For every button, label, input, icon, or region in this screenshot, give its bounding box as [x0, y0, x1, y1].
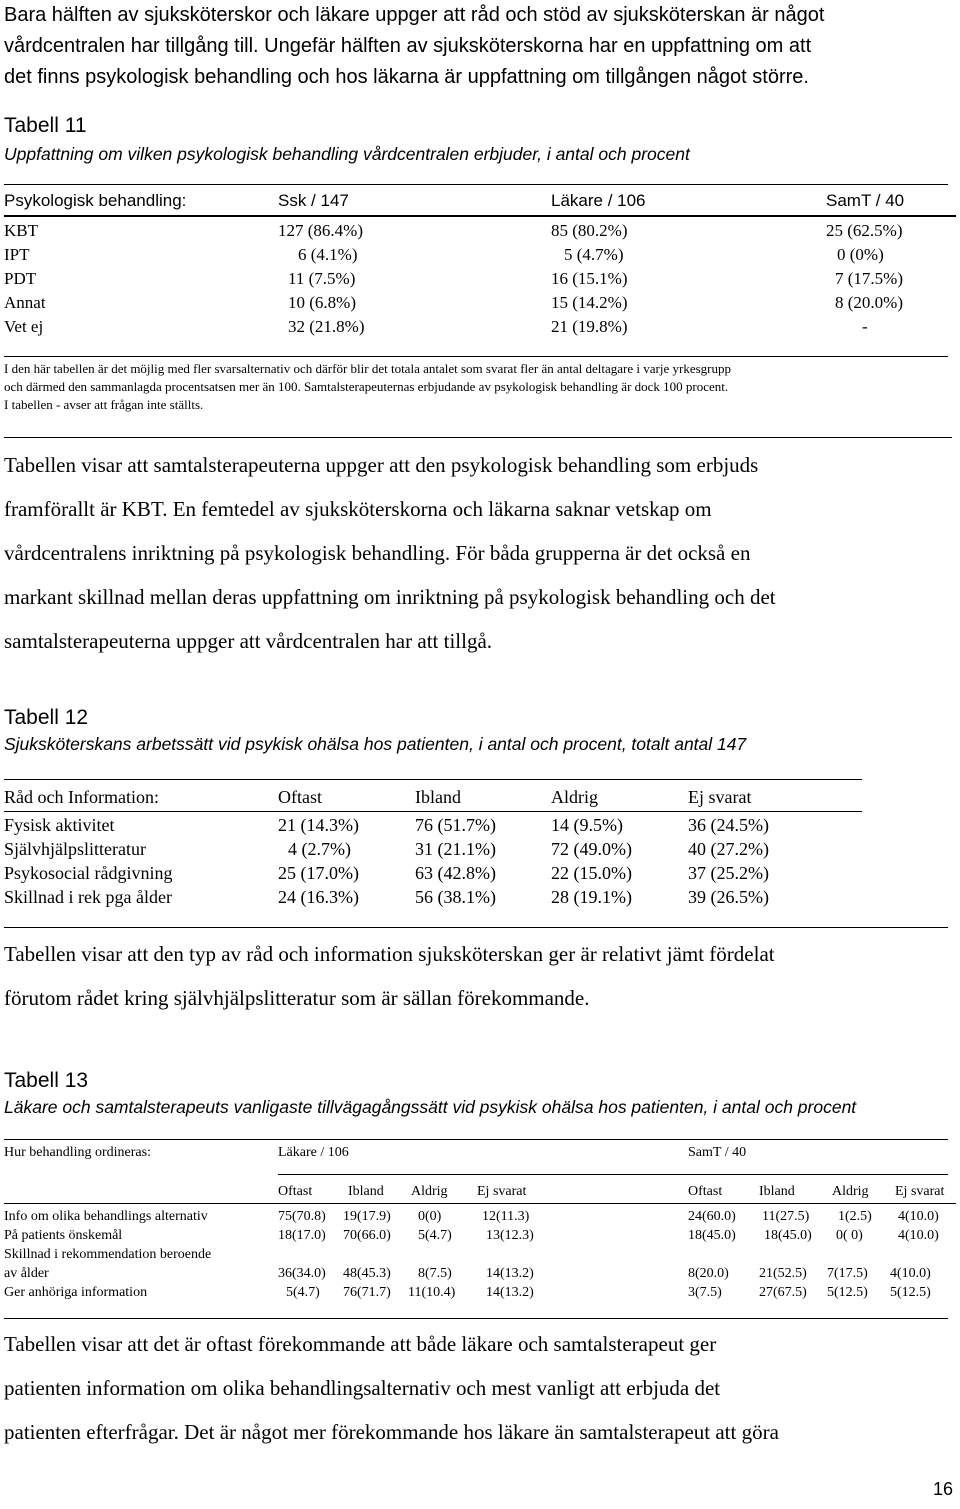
table11-cell-label: Annat: [4, 293, 46, 312]
table13-group-rule: [278, 1174, 948, 1175]
table13-cell: 12(11.3): [482, 1209, 530, 1224]
table13-cell-label: av ålder: [4, 1266, 49, 1281]
table11-cell-label: KBT: [4, 221, 38, 240]
paragraph-2: [4, 932, 775, 1020]
paragraph-line: framförallt är KBT. En femtedel av sjuksköterskorna och läkarna saknar vetskap om: [4, 497, 712, 521]
table12-cell: 40 (27.2%): [688, 839, 769, 859]
table11-cell: 15 (14.2%): [551, 293, 628, 312]
table13-cell: 11(27.5): [762, 1209, 810, 1224]
table13-subtitle: Läkare och samtalsterapeuts vanligaste tillvägagångssätt vid psykisk ohälsa hos patienten, i antal och procent: [4, 1097, 857, 1117]
table12-cell: 56 (38.1%): [415, 887, 496, 907]
table11-cell: 8 (20.0%): [835, 293, 903, 312]
table11-cell: 21 (19.8%): [551, 317, 628, 336]
table12-cell: 22 (15.0%): [551, 863, 632, 883]
table11-cell: 11 (7.5%): [288, 269, 356, 288]
table13-group-lakare: Läkare / 106: [278, 1145, 349, 1160]
table11-note-line: I tabellen - avser att frågan inte ställts.: [4, 397, 204, 412]
paragraph-line: Tabellen visar att det är oftast förekommande att både läkare och samtalsterapeut ger: [4, 1332, 717, 1356]
table12-cell: 28 (19.1%): [551, 887, 632, 907]
table11-header-label: Psykologisk behandling:: [4, 191, 187, 210]
table13-top-rule: [4, 1139, 948, 1140]
table11-top-rule: [4, 184, 948, 185]
table13-cell-label-prefix: Skillnad i rekommendation beroende: [4, 1247, 212, 1262]
table13-bottom-rule: [4, 1318, 948, 1319]
table11-cell: 5 (4.7%): [564, 245, 624, 264]
table12-cell: 25 (17.0%): [278, 863, 359, 883]
table13-cell-label: Ger anhöriga information: [4, 1285, 148, 1300]
table13-cell: 76(71.7): [343, 1285, 391, 1300]
table11-header-lakare: Läkare / 106: [551, 191, 646, 210]
table12-header-oftast: Oftast: [278, 787, 322, 807]
paragraph-line: vårdcentralens inriktning på psykologisk behandling. För båda grupperna är det också en: [4, 541, 751, 565]
table13-cell-label: På patients önskemål: [4, 1228, 123, 1243]
table13-cell: 11(10.4): [408, 1285, 456, 1300]
table12-cell: 63 (42.8%): [415, 863, 496, 883]
table11-header-ssk: Ssk / 147: [278, 191, 349, 210]
table11-cell: 10 (6.8%): [288, 293, 356, 312]
table13-cell-label: Info om olika behandlings alternativ: [4, 1209, 208, 1224]
table11-cell: 0 (0%): [837, 245, 884, 264]
paragraph-3: [4, 1322, 779, 1454]
table13-cell: 4(10.0): [890, 1266, 931, 1281]
table13-subheader: Oftast: [688, 1184, 723, 1199]
table12-cell: 37 (25.2%): [688, 863, 769, 883]
table12-cell-label: Självhjälpslitteratur: [4, 839, 146, 859]
table13-header-label: Hur behandling ordineras:: [4, 1145, 151, 1160]
table11-cell: 85 (80.2%): [551, 221, 628, 240]
intro-line: Bara hälften av sjuksköterskor och läkare uppger att råd och stöd av sjuksköterskan är något: [4, 4, 825, 26]
paragraph-1: [4, 443, 776, 663]
table13-cell: 0( 0): [836, 1228, 863, 1243]
paragraph-line: markant skillnad mellan deras uppfattning om inriktning på psykologisk behandling och det: [4, 585, 776, 609]
table13-subheader: Ej svarat: [895, 1184, 945, 1199]
table13-subheader: Ej svarat: [477, 1184, 527, 1199]
table13-cell: 1(2.5): [838, 1209, 872, 1224]
paragraph-line: Tabellen visar att den typ av råd och information sjuksköterskan ger är relativt jämt fördelat: [4, 942, 775, 966]
paragraph-line: samtalsterapeuterna uppger att vårdcentralen har att tillgå.: [4, 629, 493, 653]
page-number: 16: [933, 1479, 954, 1499]
table11-cell: 25 (62.5%): [826, 221, 903, 240]
table12-top-rule: [4, 779, 862, 780]
table13-cell: 21(52.5): [759, 1266, 807, 1281]
table13-cell: 18(17.0): [278, 1228, 326, 1243]
table13-cell: 24(60.0): [688, 1209, 736, 1224]
intro-paragraph: [4, 0, 824, 93]
table12-title: Tabell 12: [4, 706, 89, 729]
table11-cell: 6 (4.1%): [298, 245, 358, 264]
paragraph-line: förutom rådet kring självhjälpslitteratur som är sällan förekommande.: [4, 986, 590, 1010]
table13-subheader: Ibland: [759, 1184, 795, 1199]
table13-cell: 8(7.5): [418, 1266, 452, 1281]
table12-header-rule: [4, 811, 862, 812]
table12-cell: 14 (9.5%): [551, 815, 623, 835]
table13-cell: 0(0): [418, 1209, 442, 1224]
table12-cell: 4 (2.7%): [288, 839, 351, 859]
table11-cell: 32 (21.8%): [288, 317, 365, 336]
table13-cell: 48(45.3): [343, 1266, 391, 1281]
table11-cell-label: Vet ej: [4, 317, 44, 336]
table13-cell: 3(7.5): [688, 1285, 722, 1300]
table11-cell-label: IPT: [4, 245, 30, 264]
intro-line: det finns psykologisk behandling och hos läkarna är uppfattning om tillgången något större.: [4, 66, 809, 88]
table12-cell-label: Fysisk aktivitet: [4, 815, 115, 835]
table12-cell-label: Skillnad i rek pga ålder: [4, 887, 172, 907]
table11-notes: [4, 360, 731, 414]
table13-cell: 75(70.8): [278, 1209, 326, 1224]
table12-bottom-rule: [4, 927, 948, 928]
table13-cell: 14(13.2): [486, 1266, 534, 1281]
table11-title: Tabell 11: [4, 114, 87, 137]
table13-subheader: Aldrig: [832, 1184, 869, 1199]
table11-header-samt: SamT / 40: [826, 191, 905, 210]
table12-cell: 31 (21.1%): [415, 839, 496, 859]
table13-subheader: Ibland: [348, 1184, 384, 1199]
paragraph-line: Tabellen visar att samtalsterapeuterna uppger att den psykologisk behandling som erbjuds: [4, 453, 759, 477]
table11-notes-rule: [4, 437, 952, 438]
table13-cell: 5(12.5): [827, 1285, 868, 1300]
table12-cell: 39 (26.5%): [688, 887, 769, 907]
table13-subheader: Aldrig: [411, 1184, 448, 1199]
table12-header-ejsvarat: Ej svarat: [688, 787, 752, 807]
table12-cell-label: Psykosocial rådgivning: [4, 863, 173, 883]
table11-header-rule: [4, 215, 956, 217]
intro-line: vårdcentralen har tillgång till. Ungefär hälften av sjuksköterskorna har en uppfattning om att: [4, 35, 812, 57]
table13-cell: 18(45.0): [764, 1228, 812, 1243]
table13-cell: 5(4.7): [286, 1285, 320, 1300]
table12-header-ibland: Ibland: [415, 787, 461, 807]
table12-cell: 21 (14.3%): [278, 815, 359, 835]
table12-subtitle: Sjuksköterskans arbetssätt vid psykisk ohälsa hos patienten, i antal och procent, totalt antal 147: [4, 734, 747, 754]
table11-cell: -: [862, 317, 868, 336]
table11-cell: 16 (15.1%): [551, 269, 628, 288]
table11-note-line: och därmed den sammanlagda procentsatsen mer än 100. Samtalsterapeuternas erbjudande av psykologisk behandling är dock 100 procent.: [4, 379, 729, 394]
table13-cell: 4(10.0): [898, 1209, 939, 1224]
table11-cell-label: PDT: [4, 269, 37, 288]
table13-cell: 7(17.5): [827, 1266, 868, 1281]
table13-cell: 27(67.5): [759, 1285, 807, 1300]
table13-subheader: Oftast: [278, 1184, 313, 1199]
paragraph-line: patienten information om olika behandlingsalternativ och mest vanligt att erbjuda det: [4, 1376, 721, 1400]
paragraph-line: patienten efterfrågar. Det är något mer förekommande hos läkare än samtalsterapeut att göra: [4, 1420, 779, 1444]
table11-subtitle: Uppfattning om vilken psykologisk behandling vårdcentralen erbjuder, i antal och procent: [4, 144, 690, 164]
table13-cell: 36(34.0): [278, 1266, 326, 1281]
table11-cell: 7 (17.5%): [835, 269, 903, 288]
table13-cell: 70(66.0): [343, 1228, 391, 1243]
table13-cell: 8(20.0): [688, 1266, 729, 1281]
table13-cell: 14(13.2): [486, 1285, 534, 1300]
table13-cell: 19(17.9): [343, 1209, 391, 1224]
table12-header-label: Råd och Information:: [4, 787, 159, 807]
table11-bottom-rule: [4, 356, 948, 357]
table12-header-aldrig: Aldrig: [551, 787, 598, 807]
table13-cell: 18(45.0): [688, 1228, 736, 1243]
table12-cell: 72 (49.0%): [551, 839, 632, 859]
table12-cell: 24 (16.3%): [278, 887, 359, 907]
table11-note-line: I den här tabellen är det möjlig med fler svarsalternativ och därför blir det totala antalet som svarat fler än antal deltagare i varje yrkesgrupp: [4, 361, 731, 376]
table12-cell: 36 (24.5%): [688, 815, 769, 835]
table13-cell: 4(10.0): [898, 1228, 939, 1243]
table11-cell: 127 (86.4%): [278, 221, 363, 240]
table12-cell: 76 (51.7%): [415, 815, 496, 835]
table13-title: Tabell 13: [4, 1069, 89, 1092]
table13-cell: 5(12.5): [890, 1285, 931, 1300]
table13-header-rule: [4, 1203, 956, 1204]
table13-group-samt: SamT / 40: [688, 1145, 747, 1160]
table13-cell: 13(12.3): [486, 1228, 534, 1243]
table13-cell: 5(4.7): [418, 1228, 452, 1243]
